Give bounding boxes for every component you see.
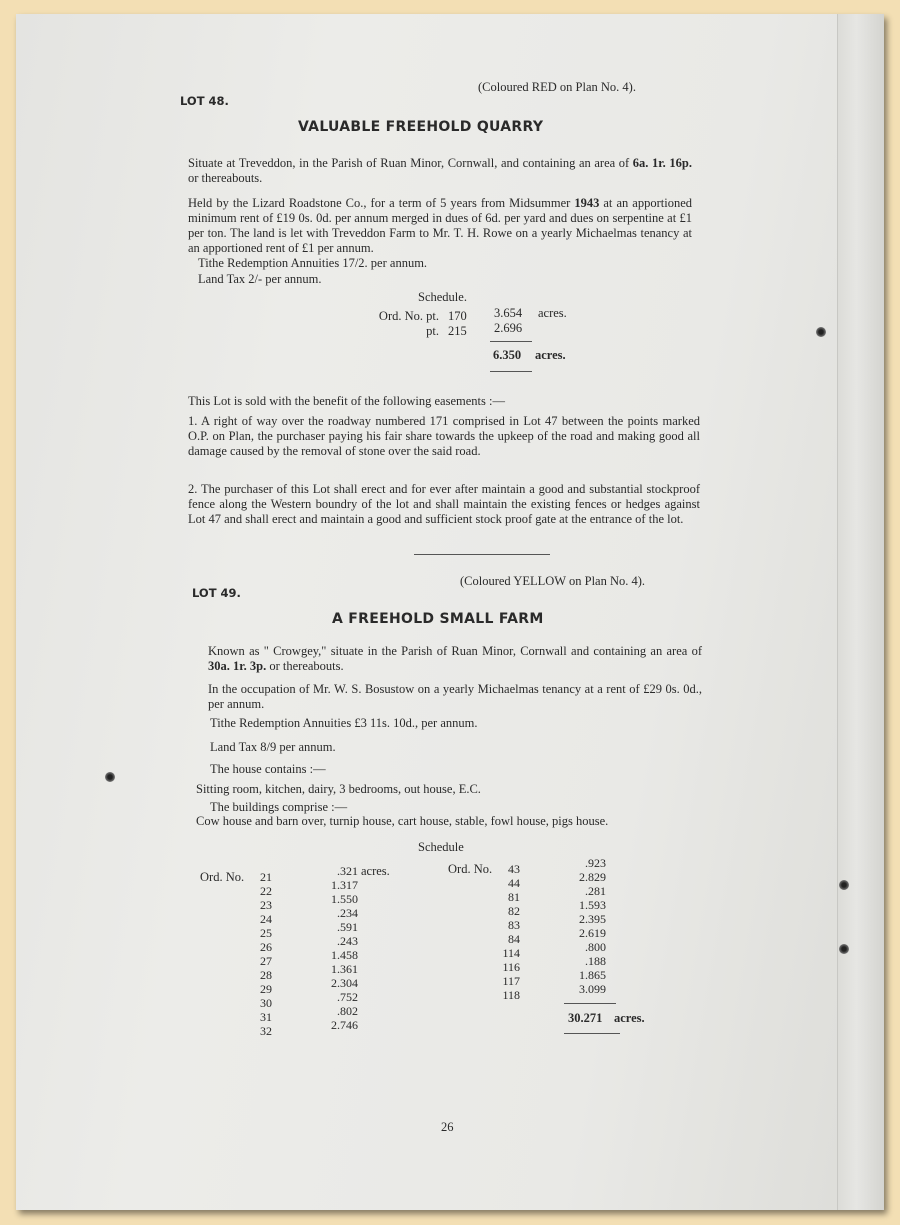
schedule-acres: .321 <box>337 864 358 878</box>
schedule-acres: 1.550 <box>331 892 358 906</box>
lot-48-row-label: pt. <box>426 324 439 338</box>
schedule-ord-no: 31 <box>260 1010 272 1024</box>
document-page <box>16 14 884 1210</box>
schedule-acres: .188 <box>585 954 606 968</box>
lot-48-easements-intro: This Lot is sold with the benefit of the following easements :— <box>188 394 505 408</box>
section-divider <box>414 554 550 555</box>
lot-48-para-location: Situate at Treveddon, in the Parish of Ruan Minor, Cornwall, and containing an area of 6a. 1r. 16p. or thereabouts. <box>188 156 692 185</box>
schedule-acres: .800 <box>585 940 606 954</box>
lot-48-number: LOT 48. <box>180 94 229 108</box>
schedule-acres: 1.317 <box>331 878 358 892</box>
lot-48-para-tenancy: Held by the Lizard Roadstone Co., for a term of 5 years from Midsummer 1943 at an apportioned minimum rent of £19 0s. 0d. per annum merged in dues of 6d. per yard and dues on serpentine at £1 per ton. The land is let with Treveddon Farm to Mr. T. H. Rowe on a yearly Michaelmas tenancy at an apportioned rent of £1 per annum. <box>188 196 692 255</box>
schedule-acres: 2.829 <box>579 870 606 884</box>
schedule-acres: 1.361 <box>331 962 358 976</box>
lot-49-buildings-intro: The buildings comprise :— <box>210 800 348 814</box>
lot-48-total-unit: acres. <box>535 348 566 362</box>
lot-49-left-numbers <box>250 870 272 1038</box>
lot-48-row-acres: 3.654 <box>494 306 523 320</box>
schedule-acres: 1.865 <box>579 968 606 982</box>
lot-48-easement-2: 2. The purchaser of this Lot shall erect and for ever after maintain a good and substantial stockproof fence along the Western boundry of the lot and shall maintain the existing fences or hedges against Lot 47 and shall erect and maintain a good and sufficient stock proof gate at the entrance of the lot. <box>188 482 700 526</box>
lot-49-total: 30.271 <box>568 1011 603 1025</box>
schedule-acres: 2.304 <box>331 976 358 990</box>
schedule-ord-no: 30 <box>260 996 272 1010</box>
lot-49-ord-label-right: Ord. No. <box>448 862 493 876</box>
lot-49-land-tax: Land Tax 8/9 per annum. <box>210 740 336 754</box>
lot-49-number: LOT 49. <box>192 586 241 600</box>
schedule-rule <box>564 1003 616 1004</box>
page-content <box>16 14 884 1210</box>
lot-49-right-acres <box>562 856 606 996</box>
page-number: 26 <box>441 1120 454 1134</box>
schedule-acres: .802 <box>337 1004 358 1018</box>
schedule-ord-no: 29 <box>260 982 272 996</box>
schedule-ord-no: 21 <box>260 870 272 884</box>
schedule-ord-no: 26 <box>260 940 272 954</box>
schedule-acres: .752 <box>337 990 358 1004</box>
schedule-acres: .281 <box>585 884 606 898</box>
lot-49-right-numbers <box>496 862 520 1002</box>
lot-48-row-no: 215 <box>448 324 467 338</box>
lot-49-para-location: Known as " Crowgey," situate in the Parish of Ruan Minor, Cornwall and containing an area of 30a. 1r. 3p. or thereabouts. <box>208 644 702 673</box>
lot-49-schedule-title: Schedule <box>418 840 464 854</box>
schedule-ord-no: 25 <box>260 926 272 940</box>
lot-48-total: 6.350 <box>493 348 522 362</box>
schedule-ord-no: 81 <box>508 890 520 904</box>
lot-49-house-rooms: Sitting room, kitchen, dairy, 3 bedrooms, out house, E.C. <box>196 782 481 796</box>
schedule-acres: .923 <box>585 856 606 870</box>
lot-48-easement-1: 1. A right of way over the roadway numbered 171 comprised in Lot 47 between the points marked O.P. on Plan, the purchaser paying his fair share towards the upkeep of the road and making good all damage caused by the removal of stone over the said road. <box>188 414 700 458</box>
lot-48-row-acres: 2.696 <box>494 321 523 335</box>
lot-48-title: VALUABLE FREEHOLD QUARRY <box>298 119 544 135</box>
lot-49-left-acres <box>318 864 358 1032</box>
lot-49-tithe: Tithe Redemption Annuities £3 11s. 10d., per annum. <box>210 716 478 730</box>
schedule-rule <box>490 341 532 342</box>
schedule-acres: 2.746 <box>331 1018 358 1032</box>
schedule-acres: 2.395 <box>579 912 606 926</box>
schedule-ord-no: 24 <box>260 912 272 926</box>
lot-48-land-tax: Land Tax 2/- per annum. <box>198 272 322 286</box>
schedule-rule <box>564 1033 620 1034</box>
schedule-ord-no: 23 <box>260 898 272 912</box>
lot-49-ord-label-left: Ord. No. <box>200 870 245 884</box>
schedule-acres: .591 <box>337 920 358 934</box>
schedule-acres: .243 <box>337 934 358 948</box>
schedule-ord-no: 82 <box>508 904 520 918</box>
lot-49-title: A FREEHOLD SMALL FARM <box>332 611 544 627</box>
schedule-acres: 1.458 <box>331 948 358 962</box>
schedule-acres: 3.099 <box>579 982 606 996</box>
lot-48-row-label: Ord. No. pt. <box>378 309 439 323</box>
schedule-ord-no: 28 <box>260 968 272 982</box>
schedule-ord-no: 32 <box>260 1024 272 1038</box>
lot-49-plan-note: (Coloured YELLOW on Plan No. 4). <box>460 574 646 588</box>
lot-49-buildings-list: Cow house and barn over, turnip house, cart house, stable, fowl house, pigs house. <box>196 814 609 828</box>
lot-48-schedule-title: Schedule. <box>418 290 467 304</box>
schedule-ord-no: 27 <box>260 954 272 968</box>
schedule-rule <box>490 371 532 372</box>
schedule-acres: 2.619 <box>579 926 606 940</box>
lot-49-left-acres-unit: acres. <box>361 864 390 878</box>
schedule-acres: 1.593 <box>579 898 606 912</box>
schedule-ord-no: 83 <box>508 918 520 932</box>
schedule-ord-no: 43 <box>508 862 520 876</box>
lot-48-tithe: Tithe Redemption Annuities 17/2. per annum. <box>198 256 428 270</box>
lot-49-house-intro: The house contains :— <box>210 762 326 776</box>
schedule-ord-no: 116 <box>502 960 520 974</box>
schedule-ord-no: 118 <box>502 988 520 1002</box>
lot-48-plan-note: (Coloured RED on Plan No. 4). <box>478 80 636 94</box>
schedule-ord-no: 114 <box>502 946 520 960</box>
lot-48-row-no: 170 <box>448 309 467 323</box>
schedule-acres: .234 <box>337 906 358 920</box>
schedule-ord-no: 44 <box>508 876 520 890</box>
lot-49-para-occupation: In the occupation of Mr. W. S. Bosustow on a yearly Michaelmas tenancy at a rent of £29 0s. 0d., per annum. <box>208 682 702 711</box>
schedule-ord-no: 22 <box>260 884 272 898</box>
lot-48-row-unit: acres. <box>538 306 567 320</box>
schedule-ord-no: 84 <box>508 932 520 946</box>
lot-49-total-unit: acres. <box>614 1011 645 1025</box>
schedule-ord-no: 117 <box>502 974 520 988</box>
